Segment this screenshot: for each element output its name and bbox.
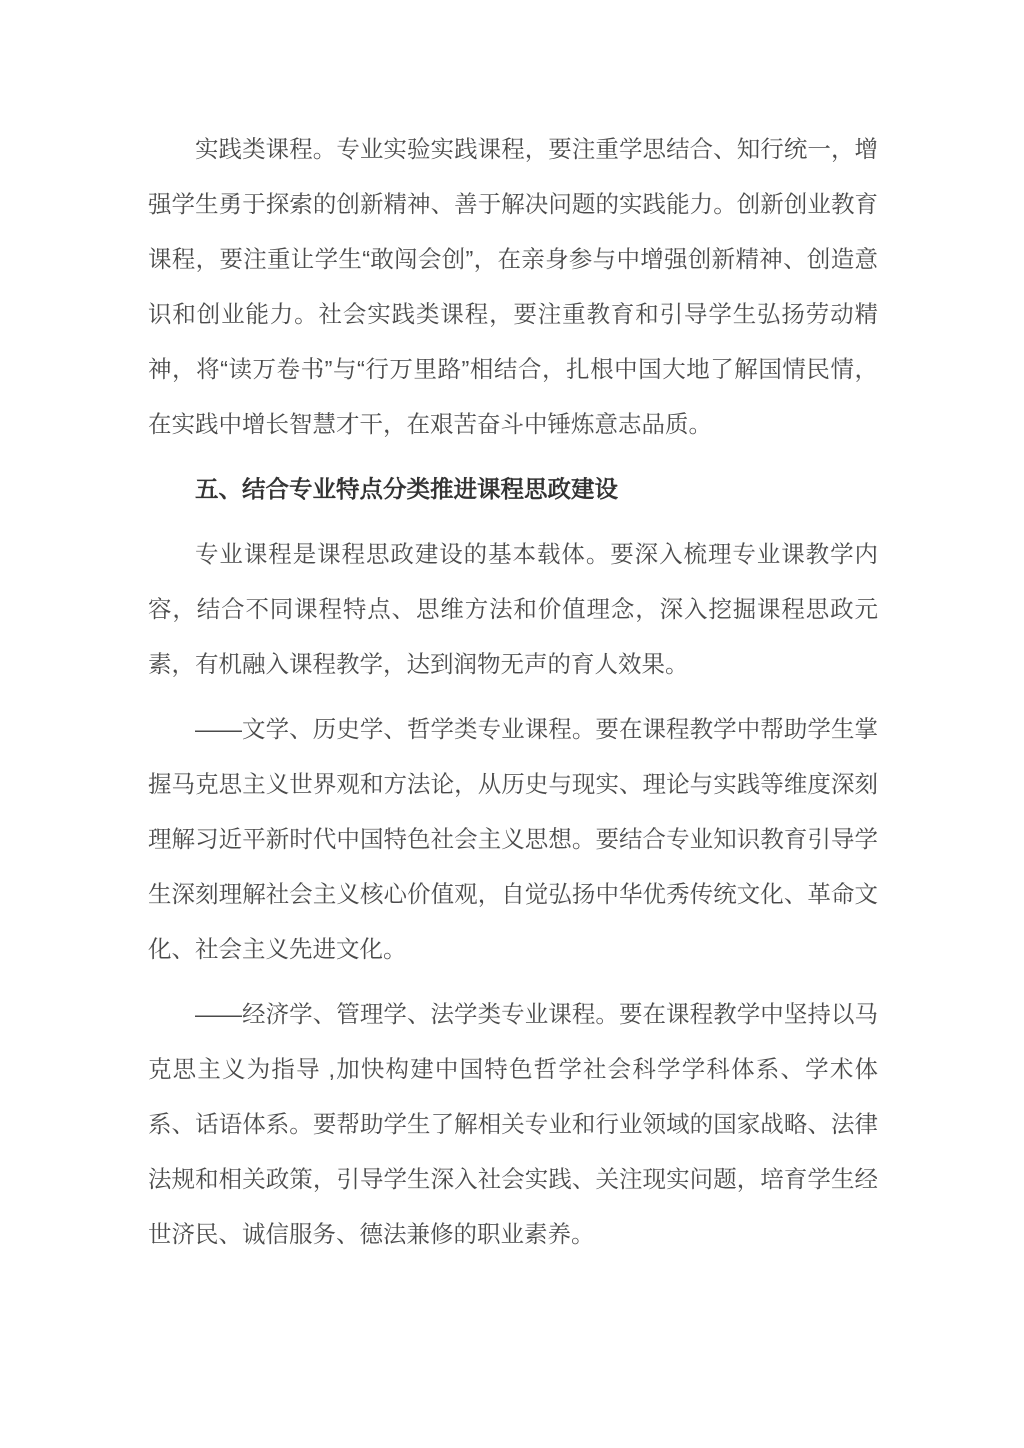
section-heading-five: 五、结合专业特点分类推进课程思政建设: [195, 476, 618, 502]
paragraph-literature-history-philosophy-courses: ——文学、历史学、哲学类专业课程。要在课程教学中帮助学生掌握马克思主义世界观和方法论，从历史与现实、理论与实践等维度深刻理解习近平新时代中国特色社会主义思想。要结合专业知识教育引导学生深刻理解社会主义核心价值观，自觉弘扬中华优秀传统文化、革命文化、社会主义先进文化。: [148, 716, 878, 962]
paragraph-practice-courses: 实践类课程。专业实验实践课程，要注重学思结合、知行统一，增强学生勇于探索的创新精神、善于解决问题的实践能力。创新创业教育课程，要注重让学生“敢闯会创”，在亲身参与中增强创新精神、创造意识和创业能力。社会实践类课程，要注重教育和引导学生弘扬劳动精神，将“读万卷书”与“行万里路”相结合，扎根中国大地了解国情民情，在实践中增长智慧才干，在艰苦奋斗中锤炼意志品质。: [148, 136, 878, 437]
paragraph-economics-management-law-courses: ——经济学、管理学、法学类专业课程。要在课程教学中坚持以马克思主义为指导 ,加快构建中国特色哲学社会科学学科体系、学术体系、话语体系。要帮助学生了解相关专业和行业领域的国家战略、法律法规和相关政策，引导学生深入社会实践、关注现实问题，培育学生经世济民、诚信服务、德法兼修的职业素养。: [148, 1001, 878, 1247]
paragraph-professional-courses-carrier: 专业课程是课程思政建设的基本载体。要深入梳理专业课教学内容，结合不同课程特点、思维方法和价值理念，深入挖掘课程思政元素，有机融入课程教学，达到润物无声的育人效果。: [148, 541, 878, 677]
